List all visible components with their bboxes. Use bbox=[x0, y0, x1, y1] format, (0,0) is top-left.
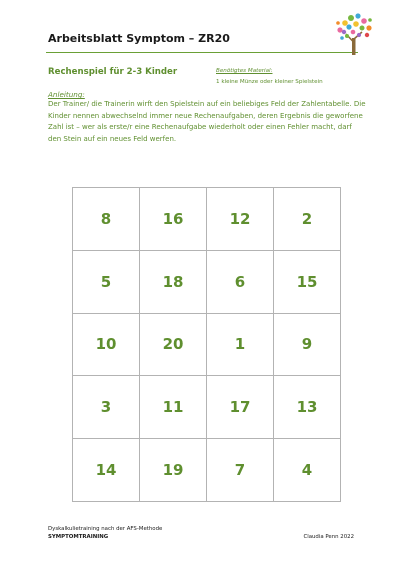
footer-method: Dyskalkulietraining nach der AFS-Methode bbox=[48, 526, 163, 532]
number-cell: 2 bbox=[274, 188, 341, 251]
tree-logo-icon bbox=[332, 8, 376, 56]
number-cell: 18 bbox=[140, 251, 207, 314]
number-cell: 14 bbox=[73, 439, 140, 502]
number-cell: 16 bbox=[140, 188, 207, 251]
number-cell: 10 bbox=[73, 314, 140, 377]
material-value: 1 kleine Münze oder kleiner Spielstein bbox=[216, 79, 323, 85]
number-cell: 8 bbox=[73, 188, 140, 251]
footer-credit: Claudia Penn 2022 bbox=[303, 534, 354, 540]
title-divider bbox=[46, 52, 358, 53]
game-title: Rechenspiel für 2-3 Kinder bbox=[48, 67, 178, 77]
number-cell: 5 bbox=[73, 251, 140, 314]
number-cell: 11 bbox=[140, 376, 207, 439]
number-cell: 6 bbox=[207, 251, 274, 314]
number-cell: 7 bbox=[207, 439, 274, 502]
number-cell: 15 bbox=[274, 251, 341, 314]
number-cell: 4 bbox=[274, 439, 341, 502]
instruction-label: Anleitung: bbox=[48, 90, 85, 99]
page-title: Arbeitsblatt Symptom – ZR20 bbox=[48, 32, 230, 45]
number-table bbox=[72, 187, 341, 502]
instruction-text: Der Trainer/ die Trainerin wirft den Spielstein auf ein beliebiges Feld der Zahlentabelle. Die Kinder nennen abwechselnd immer neue Rechenaufgaben, deren Ergebnis die geworfene Zahl ist – wer als erste/r eine Rechenaufgabe wiederholt oder einen Fehler macht, darf den Stein auf ein neues Feld werfen. bbox=[48, 100, 366, 143]
footer-program: SYMPTOMTRAINING bbox=[48, 534, 109, 540]
number-cell: 19 bbox=[140, 439, 207, 502]
material-label: Benötigtes Material: bbox=[216, 68, 273, 74]
number-cell: 20 bbox=[140, 314, 207, 377]
number-cell: 17 bbox=[207, 376, 274, 439]
number-cell: 9 bbox=[274, 314, 341, 377]
number-cell: 3 bbox=[73, 376, 140, 439]
number-cell: 12 bbox=[207, 188, 274, 251]
number-cell: 13 bbox=[274, 376, 341, 439]
number-cell: 1 bbox=[207, 314, 274, 377]
